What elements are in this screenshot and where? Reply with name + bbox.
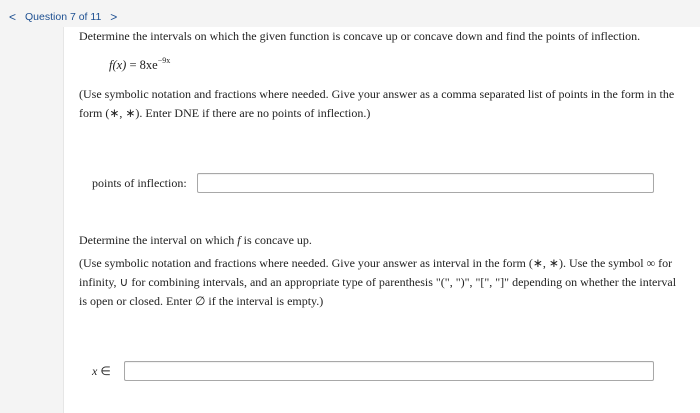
concave-suffix: is concave up. (240, 233, 312, 247)
question-instruction: Determine the intervals on which the given function is concave up or concave down and find the points of inflection. (79, 29, 641, 43)
interval-label (92, 362, 111, 381)
function-exponent: −9x (157, 56, 171, 65)
concave-up-instruction (79, 231, 312, 250)
function-rhs: = 8xe (126, 58, 158, 72)
top-bar (0, 0, 700, 30)
element-of-symbol: ∈ (97, 364, 111, 378)
concave-function-symbol: f (237, 233, 241, 247)
points-of-inflection-label: points of inflection: (92, 176, 187, 190)
chevron-right-icon[interactable]: > (110, 10, 118, 24)
chevron-left-icon[interactable]: < (9, 10, 17, 24)
question-card (63, 27, 700, 413)
points-of-inflection-input[interactable] (197, 173, 654, 193)
points-note: (Use symbolic notation and fractions where needed. Give your answer as a comma separated list of points in the form in the form (∗, ∗). Enter DNE if there are no points of inflection.) (79, 87, 675, 120)
question-counter: Question 7 of 11 (25, 11, 102, 23)
function-definition (109, 56, 170, 75)
interval-variable: x (92, 364, 98, 378)
function-lhs: f(x) (109, 58, 127, 72)
concave-prefix: Determine the interval on which (79, 233, 238, 247)
question-navigator (6, 9, 120, 25)
concave-up-interval-input[interactable] (124, 361, 654, 381)
interval-note: (Use symbolic notation and fractions where needed. Give your answer as interval in the form (∗, ∗). Use the symbol ∞ for infinity, ∪ for combining intervals, and an appropriate type of parenthesis "(", ")", "[", "]" depending on whether the interval is open or closed. Enter ∅ if the interval is empty.) (79, 256, 677, 308)
